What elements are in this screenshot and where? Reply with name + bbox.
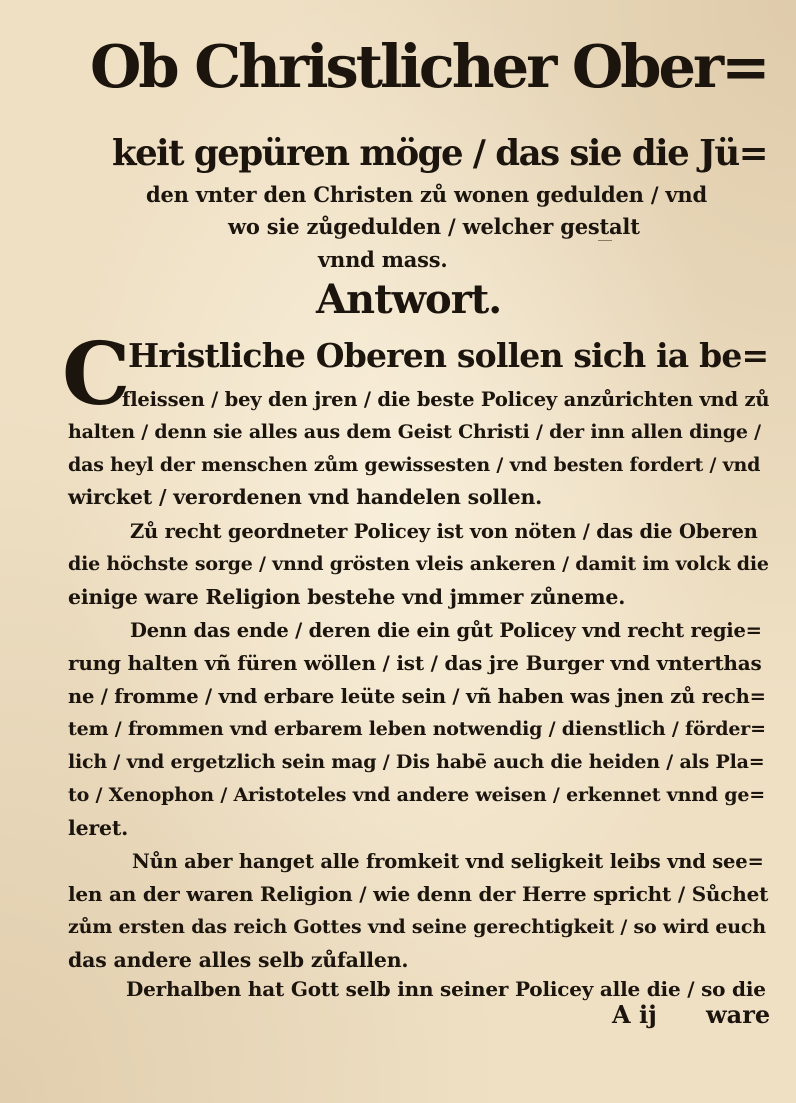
text-line: einige ware Religion bestehe vnd jmmer zůneme.: [68, 585, 626, 609]
catchword: ware: [706, 1000, 771, 1029]
title-line-1: Ob Christlicher Ober=: [90, 32, 768, 101]
text-line: das andere alles selb zůfallen.: [68, 948, 409, 972]
text-line: Zů recht geordneter Policey ist von nöten / das die Oberen: [130, 520, 758, 543]
title-line-5: vnnd mass.: [318, 247, 448, 272]
text-line: ne / fromme / vnd erbare leüte sein / vñ haben was jnen zů rech=: [68, 685, 766, 708]
text-line: Derhalben hat Gott selb inn seiner Policey alle die / so die: [126, 977, 766, 1001]
text-line: tem / frommen vnd erbarem leben notwendig / dienstlich / förder=: [68, 718, 766, 740]
text-line: wircket / verordenen vnd handelen sollen.: [68, 485, 543, 509]
title-line-2: keit gepüren möge / das sie die Jü=: [112, 133, 767, 174]
section-heading: Antwort.: [316, 276, 502, 323]
text-line: die höchste sorge / vnnd grösten vleis ankeren / damit im volck die: [68, 553, 769, 575]
text-line: fleissen / bey den jren / die beste Policey anzůrichten vnd zů: [122, 388, 770, 411]
text-line: lich / vnd ergetzlich sein mag / Dis habē auch die heiden / als Pla=: [68, 751, 765, 773]
text-line: len an der waren Religion / wie denn der Herre spricht / Sůchet: [68, 882, 769, 906]
text-line: zům ersten das reich Gottes vnd seine gerechtigkeit / so wird euch: [68, 916, 766, 938]
first-line-large: Hristliche Oberen sollen sich ia be=: [128, 336, 769, 375]
text-line: leret.: [68, 816, 129, 840]
title-line-3: den vnter den Christen zů wonen gedulden / vnd: [146, 182, 707, 207]
text-line: halten / denn sie alles aus dem Geist Christi / der inn allen dinge /: [68, 421, 761, 443]
title-line-4: wo sie zůgedulden / welcher gestalt: [228, 214, 640, 239]
drop-capital: C: [62, 324, 131, 425]
signature-mark: A ij: [612, 1000, 657, 1029]
text-line: Nůn aber hanget alle fromkeit vnd seligkeit leibs vnd see=: [132, 850, 764, 873]
text-line: Denn das ende / deren die ein gůt Policey vnd recht regie=: [130, 619, 762, 642]
text-line: das heyl der menschen zům gewissesten / vnd besten fordert / vnd: [68, 454, 761, 476]
ink-mark: [598, 240, 612, 241]
text-line: to / Xenophon / Aristoteles vnd andere weisen / erkennet vnnd ge=: [68, 784, 766, 806]
text-line: rung halten vñ füren wöllen / ist / das jre Burger vnd vnterthas: [68, 651, 762, 675]
